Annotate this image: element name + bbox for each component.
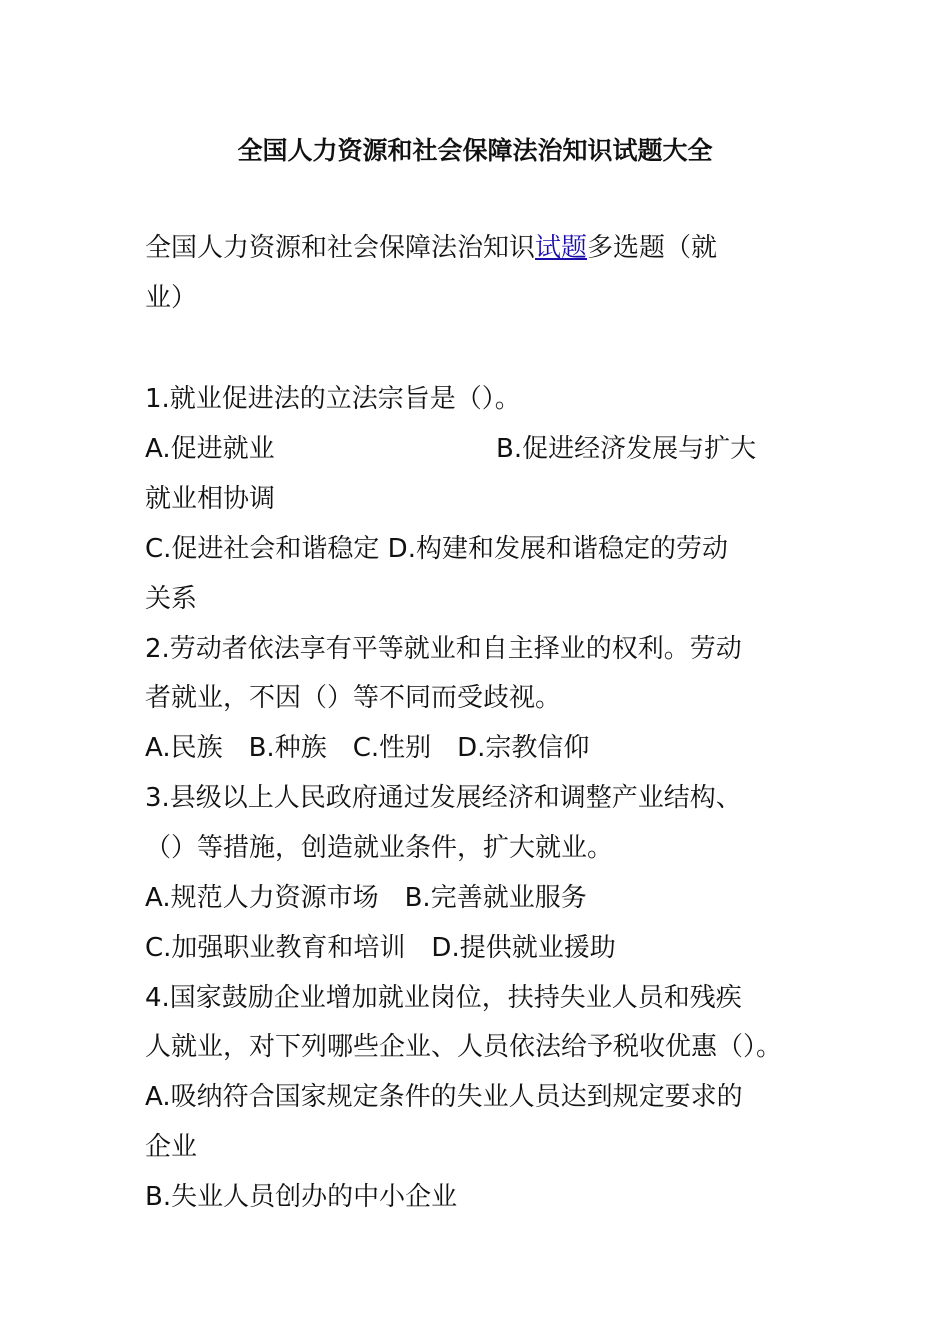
question-4-stem-line-2: 人就业，对下列哪些企业、人员依法给予税收优惠（）。	[145, 1032, 783, 1062]
question-4-stem-line-1: 4.国家鼓励企业增加就业岗位，扶持失业人员和残疾	[145, 983, 742, 1013]
subtitle-line-2: 业）	[145, 283, 198, 313]
question-1-option-a: A.促进就业	[145, 434, 275, 464]
question-4-option-a-line-2: 企业	[145, 1132, 198, 1162]
question-2-stem-line-2: 者就业，不因（）等不同而受歧视。	[145, 683, 562, 713]
question-3-stem-line-1: 3.县级以上人民政府通过发展经济和调整产业结构、	[145, 783, 742, 813]
document-title: 全国人力资源和社会保障法治知识试题大全	[237, 136, 713, 165]
question-1-option-b: B.促进经济发展与扩大	[496, 434, 757, 464]
question-3-stem-line-2: （）等措施，创造就业条件，扩大就业。	[145, 833, 614, 863]
question-3-options-c-d: C.加强职业教育和培训 D.提供就业援助	[145, 933, 616, 963]
question-4-option-b: B.失业人员创办的中小企业	[145, 1182, 458, 1212]
question-3-options-a-b: A.规范人力资源市场 B.完善就业服务	[145, 883, 587, 913]
question-4-option-a-line-1: A.吸纳符合国家规定条件的失业人员达到规定要求的	[145, 1082, 743, 1112]
subtitle-line-1	[145, 230, 717, 266]
exam-questions-link[interactable]: 试题	[535, 233, 588, 263]
question-1-stem: 1.就业促进法的立法宗旨是（）。	[145, 384, 521, 414]
subtitle-text-after-link: 多选题（就	[587, 233, 718, 263]
question-1-option-d-continued: 关系	[145, 584, 198, 614]
question-2-stem-line-1: 2.劳动者依法享有平等就业和自主择业的权利。劳动	[145, 634, 742, 664]
question-1-option-b-continued: 就业相协调	[145, 484, 276, 514]
question-1-options-c-d: C.促进社会和谐稳定 D.构建和发展和谐稳定的劳动	[145, 534, 728, 564]
subtitle-text-before-link: 全国人力资源和社会保障法治知识	[145, 233, 536, 263]
question-2-options: A.民族 B.种族 C.性别 D.宗教信仰	[145, 733, 590, 763]
